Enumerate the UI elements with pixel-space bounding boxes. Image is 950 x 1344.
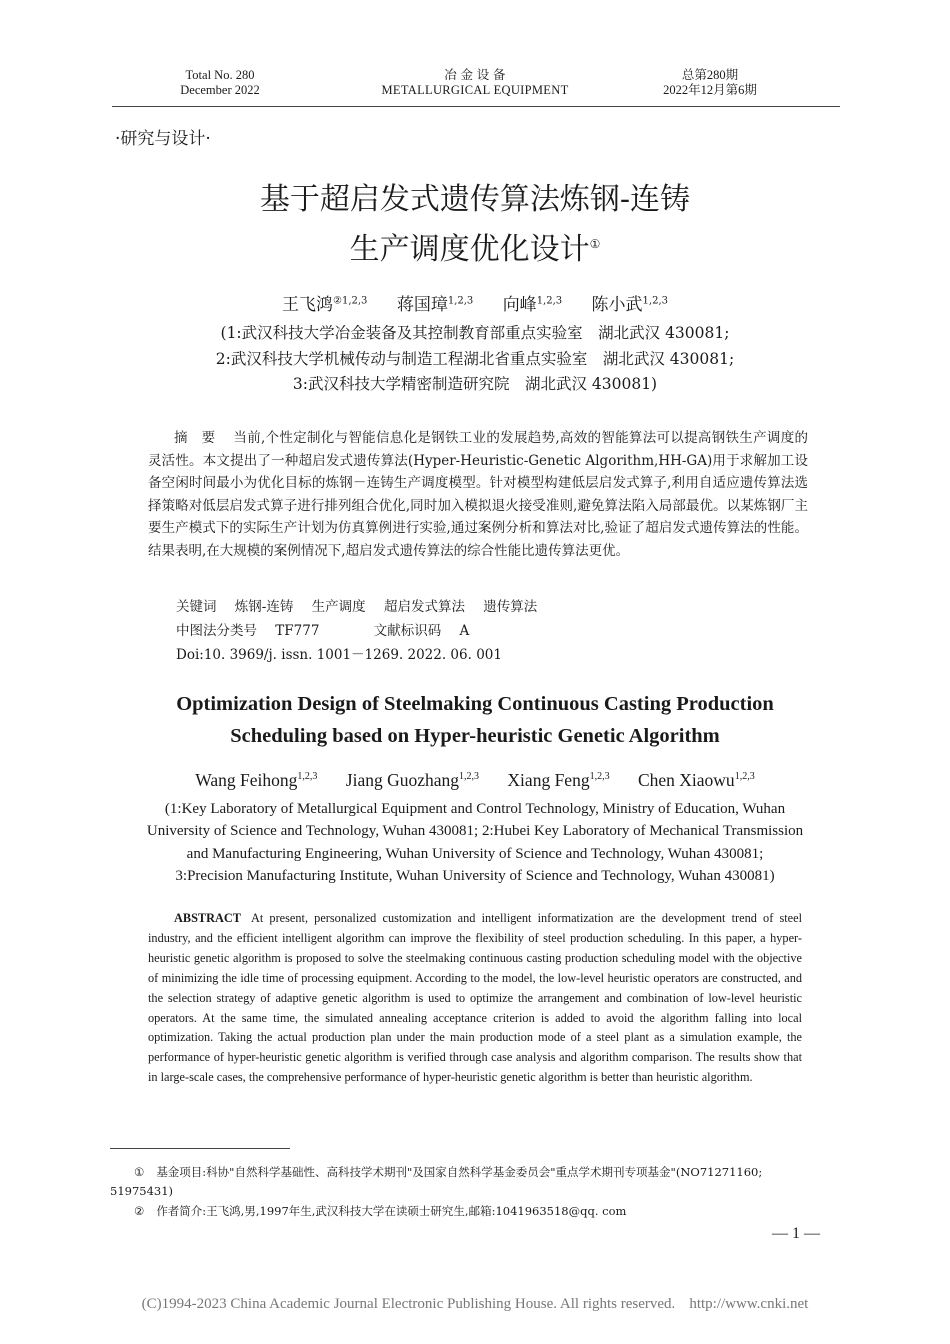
header-rule [112,106,840,107]
footnote-mark: ① [589,237,601,251]
authors-en [0,770,950,791]
affiliation-en: University of Science and Technology, Wuhan 430081; 2:Hubei Key Laboratory of Mechanical Transmission [146,823,804,839]
authors-zh [0,290,950,315]
title-zh-line2: 生产调度优化设计① [349,232,601,267]
affiliation-en: (1:Key Laboratory of Metallurgical Equipment and Control Technology, Ministry of Education, Wuhan [164,801,786,817]
header-issue-zh: 总第280期 2022年12月第6期 [663,68,757,97]
title-en-line2: Scheduling based on Hyper-heuristic Genetic Algorithm [230,725,720,747]
abstract-en-label: ABSTRACT [174,911,241,925]
abstract-zh-label: 摘 要 [174,430,216,446]
affiliation-en: 3:Precision Manufacturing Institute, Wuhan University of Science and Technology, Wuhan 430081) [175,868,775,884]
abstract-en: ABSTRACT At present, personalized customization and intelligent informatization are the development trend of steel industry, and the efficient intelligent algorithm can improve the flexibility of steel production scheduling. In this paper, a hyper-heuristic genetic algorithm is proposed to solve the steelmaking continuous casting production scheduling model with the objective of minimizing the idle time of processing equipment. According to the model, the low-level heuristic operators are constructed, and the selection strategy of adaptive genetic algorithm is used to optimize the arrangement and combination of low-level heuristic operators. At the same time, the simulated annealing acceptance criterion is added to avoid the algorithm falling into local optimization. Taking the actual production plan under the main production mode of a steel plant as a simulation example, the performance of hyper-heuristic genetic algorithm is verified through case analysis and algorithm comparison. The results show that in large-scale cases, the comprehensive performance of hyper-heuristic genetic algorithm is better than heuristic algorithm. [148,911,802,1085]
footnote-1: ① 基金项目:科协"自然科学基础性、高科技学术期刊"及国家自然科学基金委员会"重点学术期刊专项基金"(NO71271160; [134,1165,763,1179]
page-number: — 1 — [772,1225,820,1242]
keyword: 超启发式算法 [383,599,465,615]
author: Xiang Feng$^{1,2,3}$ [507,770,610,790]
affiliation-zh: (1:武汉科技大学冶金装备及其控制教育部重点实验室 湖北武汉 430081; [220,324,730,342]
affiliation-zh: 3:武汉科技大学精密制造研究院 湖北武汉 430081) [292,375,658,393]
section-label: ·研究与设计· [115,129,211,149]
author: 陈小武$^{1,2,3}$ [591,295,668,315]
footnote-rule [110,1148,290,1149]
author: 王飞鸿$^{②1,2,3}$ [282,295,368,315]
author: 向峰$^{1,2,3}$ [502,295,563,315]
keyword: 遗传算法 [483,599,538,615]
header-journal-name: 冶 金 设 备 METALLURGICAL EQUIPMENT [381,68,569,97]
keyword: 炼钢-连铸 [234,599,294,615]
copyright-notice: (C)1994-2023 China Academic Journal Electronic Publishing House. All rights reserved. http://www.cnki.net [141,1296,809,1312]
keyword: 生产调度 [311,599,366,615]
header-journal-issue: Total No. 280 December 2022 [180,68,260,97]
keywords: 关键词 炼钢-连铸 生产调度 超启发式算法 遗传算法 [176,599,538,615]
classification: 中图法分类号 TF777 文献标识码 A [176,623,470,639]
author: Chen Xiaowu$^{1,2,3}$ [637,770,755,790]
author: Wang Feihong$^{1,2,3}$ [195,770,318,790]
affiliation-zh: 2:武汉科技大学机械传动与制造工程湖北省重点实验室 湖北武汉 430081; [215,350,735,368]
abstract-zh: 摘 要 当前,个性定制化与智能信息化是钢铁工业的发展趋势,高效的智能算法可以提高钢铁生产调度的灵活性。本文提出了一种超启发式遗传算法(Hyper-Heuristic-Genetic Algorithm,HH-GA)用于求解加工设备空闲时间最小为优化目标的炼钢－连铸生产调度模型。针对模型构建低层启发式算子,利用自适应遗传算法选择策略对低层启发式算子进行排列组合优化,同时加入模拟退火接受准则,避免算法陷入局部最优。以某炼钢厂主要生产模式下的实际生产计划为仿真算例进行实验,通过案例分析和算法对比,验证了超启发式遗传算法的性能。结果表明,在大规模的案例情况下,超启发式遗传算法的综合性能比遗传算法更优。 [148,430,808,559]
title-zh-line1: 基于超启发式遗传算法炼钢-连铸 [259,182,691,217]
doi: Doi:10. 3969/j. issn. 1001－1269. 2022. 06. 001 [176,647,502,663]
cnki-link[interactable]: http://www.cnki.net [689,1296,809,1312]
footnote-1-cont: 51975431) [110,1184,174,1198]
author: Jiang Guozhang$^{1,2,3}$ [345,770,480,790]
title-en-line1: Optimization Design of Steelmaking Continuous Casting Production [176,693,774,715]
affiliation-en: and Manufacturing Engineering, Wuhan University of Science and Technology, Wuhan 430081; [186,846,764,862]
footnote-2: ② 作者简介:王飞鸿,男,1997年生,武汉科技大学在读硕士研究生,邮箱:1041963518@qq. com [134,1204,627,1218]
author: 蒋国璋$^{1,2,3}$ [396,295,474,315]
